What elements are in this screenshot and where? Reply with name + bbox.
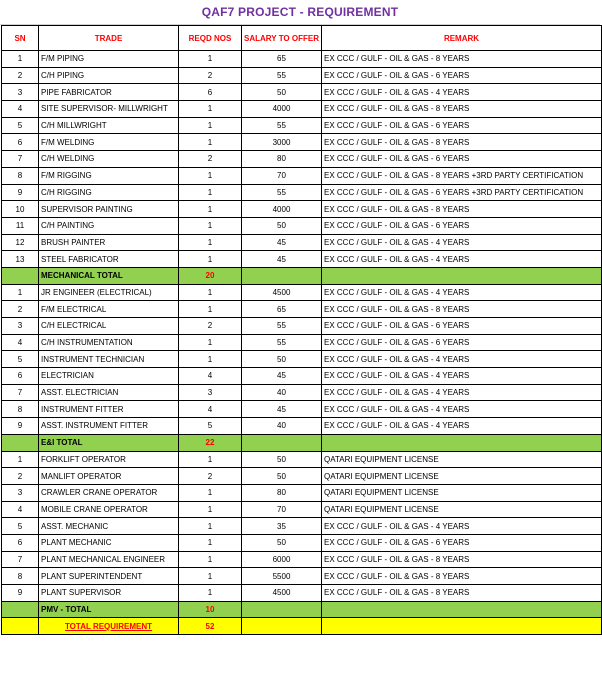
cell-salary: 55 xyxy=(242,334,322,351)
cell-trade: PLANT MECHANICAL ENGINEER xyxy=(39,551,179,568)
cell-sn: 2 xyxy=(2,468,39,485)
table-row xyxy=(2,51,602,68)
cell-sn: 5 xyxy=(2,518,39,535)
cell-salary: 5500 xyxy=(242,568,322,585)
cell-sn: 13 xyxy=(2,251,39,268)
cell-sn: 12 xyxy=(2,234,39,251)
cell-remark: EX CCC / GULF - OIL & GAS - 8 YEARS xyxy=(322,101,602,118)
cell-remark: EX CCC / GULF - OIL & GAS - 4 YEARS xyxy=(322,518,602,535)
subtotal-label: PMV - TOTAL xyxy=(39,601,179,618)
cell-trade: FORKLIFT OPERATOR xyxy=(39,451,179,468)
subtotal-value: 22 xyxy=(179,434,242,451)
table-row xyxy=(2,418,602,435)
subtotal-blank xyxy=(322,267,602,284)
subtotal-blank xyxy=(322,601,602,618)
cell-trade: PLANT MECHANIC xyxy=(39,534,179,551)
table-row xyxy=(2,534,602,551)
cell-remark: EX CCC / GULF - OIL & GAS - 4 YEARS xyxy=(322,401,602,418)
cell-trade: SUPERVISOR PAINTING xyxy=(39,201,179,218)
table-row xyxy=(2,67,602,84)
cell-reqd-nos: 1 xyxy=(179,334,242,351)
table-row xyxy=(2,84,602,101)
cell-trade: INSTRUMENT TECHNICIAN xyxy=(39,351,179,368)
cell-sn: 8 xyxy=(2,401,39,418)
grand-total-blank xyxy=(2,618,39,635)
table-row xyxy=(2,585,602,602)
cell-sn: 11 xyxy=(2,217,39,234)
cell-remark: EX CCC / GULF - OIL & GAS - 4 YEARS xyxy=(322,84,602,101)
cell-salary: 45 xyxy=(242,251,322,268)
cell-sn: 3 xyxy=(2,318,39,335)
cell-salary: 4500 xyxy=(242,585,322,602)
cell-remark: EX CCC / GULF - OIL & GAS - 6 YEARS xyxy=(322,318,602,335)
table-row xyxy=(2,351,602,368)
table-row xyxy=(2,334,602,351)
cell-reqd-nos: 1 xyxy=(179,117,242,134)
grand-total-row xyxy=(2,618,602,635)
cell-sn: 2 xyxy=(2,67,39,84)
subtotal-blank xyxy=(2,434,39,451)
cell-reqd-nos: 1 xyxy=(179,167,242,184)
cell-sn: 1 xyxy=(2,451,39,468)
cell-trade: ASST. ELECTRICIAN xyxy=(39,384,179,401)
cell-sn: 9 xyxy=(2,184,39,201)
cell-reqd-nos: 1 xyxy=(179,184,242,201)
subtotal-row xyxy=(2,601,602,618)
cell-salary: 40 xyxy=(242,384,322,401)
cell-reqd-nos: 2 xyxy=(179,67,242,84)
table-row xyxy=(2,251,602,268)
cell-salary: 65 xyxy=(242,301,322,318)
cell-salary: 35 xyxy=(242,518,322,535)
cell-salary: 3000 xyxy=(242,134,322,151)
header-trade: TRADE xyxy=(39,26,179,51)
cell-remark: EX CCC / GULF - OIL & GAS - 8 YEARS +3RD PARTY CERTIFICATION xyxy=(322,167,602,184)
cell-remark: EX CCC / GULF - OIL & GAS - 4 YEARS xyxy=(322,284,602,301)
cell-remark: EX CCC / GULF - OIL & GAS - 8 YEARS xyxy=(322,134,602,151)
cell-reqd-nos: 1 xyxy=(179,501,242,518)
table-row xyxy=(2,101,602,118)
cell-reqd-nos: 1 xyxy=(179,451,242,468)
cell-trade: INSTRUMENT FITTER xyxy=(39,401,179,418)
cell-salary: 80 xyxy=(242,151,322,168)
cell-reqd-nos: 1 xyxy=(179,518,242,535)
table-row xyxy=(2,451,602,468)
cell-reqd-nos: 1 xyxy=(179,534,242,551)
subtotal-blank xyxy=(242,267,322,284)
cell-reqd-nos: 1 xyxy=(179,201,242,218)
cell-trade: ASST. MECHANIC xyxy=(39,518,179,535)
table-row xyxy=(2,568,602,585)
cell-reqd-nos: 5 xyxy=(179,418,242,435)
cell-sn: 1 xyxy=(2,51,39,68)
cell-trade: C/H MILLWRIGHT xyxy=(39,117,179,134)
cell-sn: 3 xyxy=(2,84,39,101)
cell-sn: 7 xyxy=(2,551,39,568)
cell-trade: F/M RIGGING xyxy=(39,167,179,184)
cell-sn: 9 xyxy=(2,585,39,602)
cell-remark: QATARI EQUIPMENT LICENSE xyxy=(322,484,602,501)
subtotal-row xyxy=(2,434,602,451)
cell-reqd-nos: 1 xyxy=(179,51,242,68)
cell-trade: CRAWLER CRANE OPERATOR xyxy=(39,484,179,501)
table-row xyxy=(2,234,602,251)
table-row xyxy=(2,301,602,318)
cell-trade: F/M WELDING xyxy=(39,134,179,151)
subtotal-row xyxy=(2,267,602,284)
table-row xyxy=(2,368,602,385)
cell-reqd-nos: 2 xyxy=(179,318,242,335)
table-row xyxy=(2,401,602,418)
cell-remark: EX CCC / GULF - OIL & GAS - 8 YEARS xyxy=(322,301,602,318)
header-row xyxy=(2,26,602,51)
cell-salary: 6000 xyxy=(242,551,322,568)
cell-sn: 5 xyxy=(2,117,39,134)
cell-remark: EX CCC / GULF - OIL & GAS - 6 YEARS xyxy=(322,151,602,168)
cell-salary: 55 xyxy=(242,318,322,335)
cell-sn: 6 xyxy=(2,134,39,151)
cell-salary: 50 xyxy=(242,451,322,468)
cell-salary: 70 xyxy=(242,501,322,518)
cell-trade: C/H WELDING xyxy=(39,151,179,168)
cell-sn: 4 xyxy=(2,334,39,351)
table-row xyxy=(2,184,602,201)
cell-sn: 6 xyxy=(2,534,39,551)
cell-remark: EX CCC / GULF - OIL & GAS - 8 YEARS xyxy=(322,585,602,602)
cell-sn: 8 xyxy=(2,167,39,184)
cell-salary: 65 xyxy=(242,51,322,68)
cell-reqd-nos: 4 xyxy=(179,401,242,418)
cell-reqd-nos: 1 xyxy=(179,234,242,251)
table-row xyxy=(2,201,602,218)
subtotal-blank xyxy=(2,601,39,618)
cell-remark: QATARI EQUIPMENT LICENSE xyxy=(322,468,602,485)
cell-remark: EX CCC / GULF - OIL & GAS - 4 YEARS xyxy=(322,251,602,268)
cell-trade: PLANT SUPERINTENDENT xyxy=(39,568,179,585)
grand-total-label: TOTAL REQUIREMENT xyxy=(39,618,179,635)
cell-remark: EX CCC / GULF - OIL & GAS - 8 YEARS xyxy=(322,551,602,568)
cell-remark: EX CCC / GULF - OIL & GAS - 6 YEARS xyxy=(322,334,602,351)
header-salary: SALARY TO OFFER xyxy=(242,26,322,51)
cell-sn: 7 xyxy=(2,151,39,168)
subtotal-blank xyxy=(322,434,602,451)
cell-remark: EX CCC / GULF - OIL & GAS - 8 YEARS xyxy=(322,51,602,68)
subtotal-value: 20 xyxy=(179,267,242,284)
header-remark: REMARK xyxy=(322,26,602,51)
cell-reqd-nos: 1 xyxy=(179,251,242,268)
cell-sn: 3 xyxy=(2,484,39,501)
table-row xyxy=(2,551,602,568)
cell-reqd-nos: 1 xyxy=(179,134,242,151)
cell-salary: 50 xyxy=(242,468,322,485)
cell-reqd-nos: 1 xyxy=(179,551,242,568)
cell-trade: MANLIFT OPERATOR xyxy=(39,468,179,485)
cell-trade: ELECTRICIAN xyxy=(39,368,179,385)
cell-sn: 6 xyxy=(2,368,39,385)
cell-trade: C/H PAINTING xyxy=(39,217,179,234)
cell-trade: SITE SUPERVISOR- MILLWRIGHT xyxy=(39,101,179,118)
cell-trade: C/H PIPING xyxy=(39,67,179,84)
cell-reqd-nos: 6 xyxy=(179,84,242,101)
cell-trade: C/H RIGGING xyxy=(39,184,179,201)
cell-remark: QATARI EQUIPMENT LICENSE xyxy=(322,501,602,518)
cell-sn: 8 xyxy=(2,568,39,585)
cell-reqd-nos: 4 xyxy=(179,368,242,385)
cell-reqd-nos: 1 xyxy=(179,301,242,318)
table-row xyxy=(2,484,602,501)
cell-salary: 50 xyxy=(242,84,322,101)
cell-remark: EX CCC / GULF - OIL & GAS - 4 YEARS xyxy=(322,368,602,385)
table-row xyxy=(2,134,602,151)
cell-salary: 50 xyxy=(242,217,322,234)
grand-total-blank xyxy=(242,618,322,635)
cell-remark: EX CCC / GULF - OIL & GAS - 8 YEARS xyxy=(322,568,602,585)
cell-sn: 10 xyxy=(2,201,39,218)
cell-salary: 55 xyxy=(242,117,322,134)
cell-remark: EX CCC / GULF - OIL & GAS - 6 YEARS +3RD PARTY CERTIFICATION xyxy=(322,184,602,201)
subtotal-label: MECHANICAL TOTAL xyxy=(39,267,179,284)
cell-reqd-nos: 1 xyxy=(179,101,242,118)
cell-reqd-nos: 1 xyxy=(179,284,242,301)
cell-remark: EX CCC / GULF - OIL & GAS - 4 YEARS xyxy=(322,234,602,251)
cell-remark: EX CCC / GULF - OIL & GAS - 6 YEARS xyxy=(322,67,602,84)
header-reqd-nos: REQD NOS xyxy=(179,26,242,51)
cell-trade: MOBILE CRANE OPERATOR xyxy=(39,501,179,518)
cell-salary: 80 xyxy=(242,484,322,501)
cell-reqd-nos: 1 xyxy=(179,484,242,501)
subtotal-label: E&I TOTAL xyxy=(39,434,179,451)
cell-reqd-nos: 1 xyxy=(179,217,242,234)
cell-remark: EX CCC / GULF - OIL & GAS - 6 YEARS xyxy=(322,217,602,234)
cell-salary: 55 xyxy=(242,184,322,201)
cell-remark: EX CCC / GULF - OIL & GAS - 4 YEARS xyxy=(322,384,602,401)
subtotal-blank xyxy=(242,434,322,451)
cell-sn: 5 xyxy=(2,351,39,368)
cell-salary: 50 xyxy=(242,351,322,368)
cell-salary: 4000 xyxy=(242,201,322,218)
table-row xyxy=(2,167,602,184)
cell-trade: PLANT SUPERVISOR xyxy=(39,585,179,602)
cell-reqd-nos: 1 xyxy=(179,351,242,368)
cell-trade: F/M PIPING xyxy=(39,51,179,68)
cell-reqd-nos: 2 xyxy=(179,151,242,168)
table-row xyxy=(2,217,602,234)
cell-sn: 9 xyxy=(2,418,39,435)
cell-reqd-nos: 3 xyxy=(179,384,242,401)
table-row xyxy=(2,284,602,301)
subtotal-value: 10 xyxy=(179,601,242,618)
cell-sn: 7 xyxy=(2,384,39,401)
cell-sn: 4 xyxy=(2,501,39,518)
cell-remark: QATARI EQUIPMENT LICENSE xyxy=(322,451,602,468)
table-row xyxy=(2,501,602,518)
requirement-table xyxy=(1,25,602,635)
table-row xyxy=(2,117,602,134)
sheet-title: QAF7 PROJECT - REQUIREMENT xyxy=(0,0,600,25)
cell-sn: 2 xyxy=(2,301,39,318)
cell-trade: STEEL FABRICATOR xyxy=(39,251,179,268)
cell-remark: EX CCC / GULF - OIL & GAS - 4 YEARS xyxy=(322,351,602,368)
cell-reqd-nos: 1 xyxy=(179,585,242,602)
cell-sn: 1 xyxy=(2,284,39,301)
cell-salary: 55 xyxy=(242,67,322,84)
grand-total-blank xyxy=(322,618,602,635)
cell-salary: 4500 xyxy=(242,284,322,301)
cell-remark: EX CCC / GULF - OIL & GAS - 8 YEARS xyxy=(322,201,602,218)
grand-total-value: 52 xyxy=(179,618,242,635)
table-row xyxy=(2,384,602,401)
cell-salary: 50 xyxy=(242,534,322,551)
table-row xyxy=(2,151,602,168)
cell-reqd-nos: 2 xyxy=(179,468,242,485)
cell-trade: C/H INSTRUMENTATION xyxy=(39,334,179,351)
cell-salary: 70 xyxy=(242,167,322,184)
cell-reqd-nos: 1 xyxy=(179,568,242,585)
cell-trade: C/H ELECTRICAL xyxy=(39,318,179,335)
cell-salary: 40 xyxy=(242,418,322,435)
cell-trade: ASST. INSTRUMENT FITTER xyxy=(39,418,179,435)
cell-salary: 45 xyxy=(242,234,322,251)
cell-sn: 4 xyxy=(2,101,39,118)
table-row xyxy=(2,468,602,485)
cell-trade: JR ENGINEER (ELECTRICAL) xyxy=(39,284,179,301)
header-sn: SN xyxy=(2,26,39,51)
cell-remark: EX CCC / GULF - OIL & GAS - 4 YEARS xyxy=(322,418,602,435)
subtotal-blank xyxy=(242,601,322,618)
cell-salary: 45 xyxy=(242,368,322,385)
cell-trade: F/M ELECTRICAL xyxy=(39,301,179,318)
table-row xyxy=(2,318,602,335)
cell-remark: EX CCC / GULF - OIL & GAS - 6 YEARS xyxy=(322,117,602,134)
cell-trade: PIPE FABRICATOR xyxy=(39,84,179,101)
table-row xyxy=(2,518,602,535)
cell-salary: 45 xyxy=(242,401,322,418)
cell-remark: EX CCC / GULF - OIL & GAS - 6 YEARS xyxy=(322,534,602,551)
cell-trade: BRUSH PAINTER xyxy=(39,234,179,251)
cell-salary: 4000 xyxy=(242,101,322,118)
subtotal-blank xyxy=(2,267,39,284)
